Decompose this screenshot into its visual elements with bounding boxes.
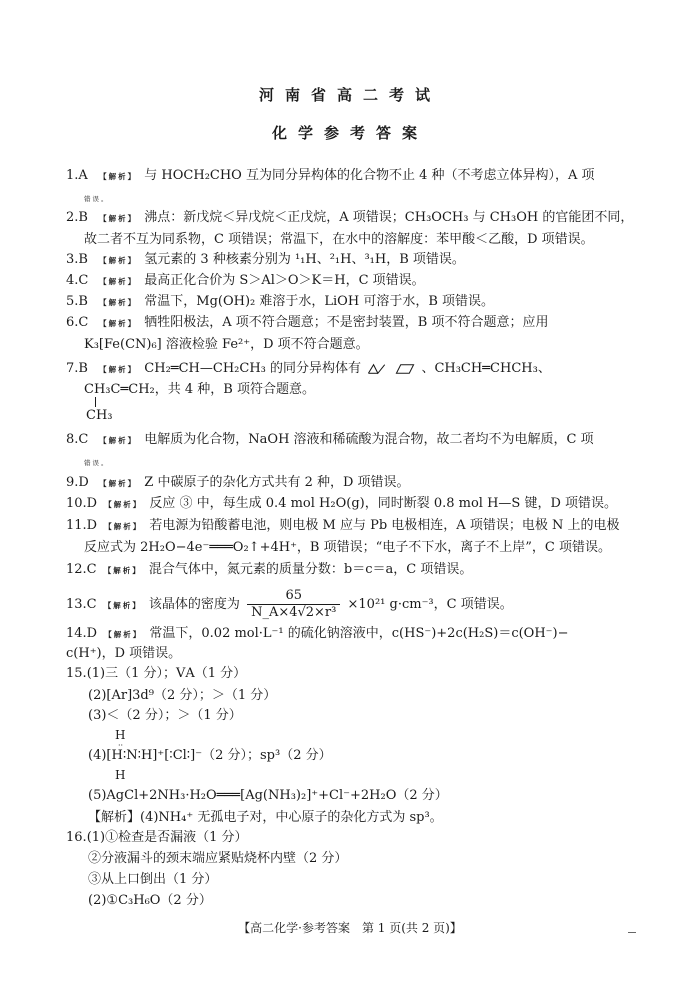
item-text-cont: CH₃C═CH₂，共 4 种，B 项符合题意。 xyxy=(84,382,315,397)
page-footer: 【高二化学·参考答案 第 1 页(共 2 页)】 xyxy=(238,921,462,935)
analysis-tag: 【解析】 xyxy=(99,277,138,286)
answer-item-9 xyxy=(66,475,410,492)
item-text: 混合气体中，氮元素的质量分数：b＝c＝a，C 项错误。 xyxy=(148,562,473,577)
item-number: 4.C xyxy=(66,273,89,288)
methyl-group-label: CH₃ xyxy=(86,408,113,423)
sub-answer: ②分液漏斗的颈末端应紧贴烧杯内壁（2 分） xyxy=(88,851,348,866)
item-number: 15. xyxy=(66,666,87,681)
sub-answer: (1)三（1 分）；ⅤA（1 分） xyxy=(86,666,247,681)
analysis-tag: 【解析】 xyxy=(99,365,138,374)
analysis-tag: 【解析】 xyxy=(99,172,138,181)
item-text-cont: 错误。 xyxy=(84,459,110,467)
item-number: 13.C xyxy=(66,597,97,612)
item-number: 1.A xyxy=(66,168,88,183)
analysis-tag: 【解析】 xyxy=(99,256,138,265)
item-text-cont: 故二者不互为同系物，C 项错误；常温下，在水中的溶解度：苯甲酸＜乙酸，D 项错误。 xyxy=(84,232,594,247)
analysis-tag: 【解析】 xyxy=(99,319,138,328)
item-text: 与 HOCH₂CHO 互为同分异构体的化合物不止 4 种（不考虑立体异构），A 项 xyxy=(144,168,595,183)
item-text: 常温下，0.02 mol·L⁻¹ 的硫化钠溶液中，c(HS⁻)+2c(H₂S)＝c(OH⁻)− xyxy=(149,626,569,641)
item-number: 6.C xyxy=(66,315,89,330)
analysis-tag: 【解析】 xyxy=(104,500,143,509)
item-text: 常温下，Mg(OH)₂ 难溶于水，LiOH 可溶于水，B 项错误。 xyxy=(144,294,494,309)
analysis-tag: 【解析】 xyxy=(99,298,138,307)
answer-item-8-cont xyxy=(84,454,110,471)
cyclobutane-ring-icon xyxy=(395,363,415,375)
item-text-tail: 、CH₃CH═CHCH₃、 xyxy=(421,361,551,376)
sub-answer: (2)①C₃H₆O（2 分） xyxy=(88,893,212,908)
answer-item-12 xyxy=(66,562,472,579)
item-number: 14.D xyxy=(66,626,98,641)
analysis-tag: 【解析】 xyxy=(99,214,138,223)
item-text: 最高正化合价为 S＞Al＞O＞K＝H，C 项错误。 xyxy=(144,273,425,288)
analysis-tag: 【解析】 xyxy=(99,479,138,488)
answer-item-13 xyxy=(66,588,513,621)
answer-item-15-part xyxy=(88,748,332,764)
item-text-cont: K₃[Fe(CN)₆] 溶液检验 Fe²⁺，D 项不符合题意。 xyxy=(84,337,369,352)
item-text-cont: c(H⁺)，D 项错误。 xyxy=(66,646,182,661)
item-number: 9.D xyxy=(66,475,89,490)
item-text-cont: 错误。 xyxy=(84,195,110,203)
sub-answer: (2)[Ar]3d⁹（2 分）；＞（1 分） xyxy=(88,688,277,703)
answer-item-16-part xyxy=(88,872,217,888)
analysis-tag: 【解析】 xyxy=(104,522,143,531)
sub-answer: (1)①检查是否漏液（1 分） xyxy=(86,830,248,845)
item-text-tail: ×10²¹ g·cm⁻³，C 项错误。 xyxy=(347,597,513,612)
answer-item-14 xyxy=(66,626,569,643)
item-text: 电解质为化合物，NaOH 溶液和稀硫酸为混合物，故二者均不为电解质，C 项 xyxy=(144,432,594,447)
answer-item-7 xyxy=(66,361,551,378)
answer-item-14-cont xyxy=(66,646,181,662)
answer-item-4 xyxy=(66,273,425,290)
answer-item-11-cont xyxy=(84,540,611,556)
answer-item-15-part xyxy=(88,708,242,724)
item-number: 7.B xyxy=(66,361,88,376)
lewis-h-bottom: H xyxy=(115,768,126,782)
answer-item-8 xyxy=(66,432,594,449)
answer-item-6-cont xyxy=(84,337,369,353)
sub-answer: ③从上口倒出（1 分） xyxy=(88,872,218,887)
answer-item-15-part xyxy=(88,788,448,804)
item-text-cont: 反应式为 2H₂O−4e⁻═══O₂↑+4H⁺，B 项错误；“电子不下水，离子不上岸”，C 项错误。 xyxy=(84,540,611,555)
item-text: CH₂═CH—CH₂CH₃ 的同分异构体有 xyxy=(144,361,362,376)
answer-item-11 xyxy=(66,518,619,535)
answer-item-15-part xyxy=(88,688,276,704)
answer-item-15-part xyxy=(88,810,443,826)
density-fraction xyxy=(247,588,340,621)
page-title: 河南省高二考试 xyxy=(258,86,441,104)
page-subtitle: 化学参考答案 xyxy=(271,124,428,142)
answer-item-2 xyxy=(66,210,633,227)
corner-mark xyxy=(628,932,636,933)
sub-answer: 【解析】(4)NH₄⁺ 无孤电子对，中心原子的杂化方式为 sp³。 xyxy=(88,810,443,825)
item-number: 10.D xyxy=(66,496,98,511)
item-text: 沸点：新戊烷＜异戊烷＜正戊烷，A 项错误；CH₃OCH₃ 与 CH₃OH 的官能团不同， xyxy=(144,210,634,225)
item-text: 若电源为铅酸蓄电池，则电极 M 应与 Pb 电极相连，A 项错误；电极 N 上的电极 xyxy=(149,518,620,533)
lewis-electron-dots: ·· xyxy=(118,741,124,750)
item-text: 反应 ③ 中，每生成 0.4 mol H₂O(g)，同时断裂 0.8 mol H—S 键，D 项错误。 xyxy=(149,496,618,511)
answer-item-7-sub xyxy=(86,408,113,424)
item-number: 12.C xyxy=(66,562,97,577)
item-number: 16. xyxy=(66,830,87,845)
item-number: 2.B xyxy=(66,210,88,225)
sub-answer: (4)[H∶N∶H]⁺[∶Cl∶]⁻（2 分）；sp³（2 分） xyxy=(88,748,332,763)
answer-item-1-cont xyxy=(84,190,110,207)
answer-item-16-part xyxy=(88,893,212,909)
answer-item-15 xyxy=(66,666,246,682)
answer-item-6 xyxy=(66,315,549,332)
item-text: 该晶体的密度为 xyxy=(148,597,240,612)
item-number: 3.B xyxy=(66,252,88,267)
analysis-tag: 【解析】 xyxy=(104,630,143,639)
analysis-tag: 【解析】 xyxy=(103,566,142,575)
answer-item-16-part xyxy=(88,851,347,867)
item-text: 氢元素的 3 种核素分别为 ¹₁H、²₁H、³₁H，B 项错误。 xyxy=(144,252,465,267)
answer-item-10 xyxy=(66,496,617,513)
item-text: Z 中碳原子的杂化方式共有 2 种，D 项错误。 xyxy=(144,475,410,490)
item-text: 牺牲阳极法，A 项不符合题意；不是密封装置，B 项不符合题意；应用 xyxy=(144,315,549,330)
lewis-h-top: H xyxy=(115,728,126,742)
item-number: 5.B xyxy=(66,294,88,309)
answer-item-1 xyxy=(66,168,595,185)
bond-line xyxy=(95,397,96,407)
fraction-numerator: 65 xyxy=(247,588,340,605)
item-number: 11.D xyxy=(66,518,98,533)
answer-item-2-cont xyxy=(84,232,594,248)
cyclobutane-structure-icon xyxy=(367,363,387,375)
fraction-denominator: N_A×4√2×r³ xyxy=(251,605,337,620)
answer-item-16 xyxy=(66,830,248,846)
analysis-tag: 【解析】 xyxy=(103,601,142,610)
sub-answer: (5)AgCl+2NH₃·H₂O═══[Ag(NH₃)₂]⁺+Cl⁻+2H₂O（2 分） xyxy=(88,788,448,803)
answer-item-7-cont xyxy=(84,382,315,398)
analysis-tag: 【解析】 xyxy=(99,436,138,445)
answer-item-5 xyxy=(66,294,494,311)
answer-item-3 xyxy=(66,252,465,269)
sub-answer: (3)＜（2 分）；＞（1 分） xyxy=(88,708,242,723)
item-number: 8.C xyxy=(66,432,89,447)
